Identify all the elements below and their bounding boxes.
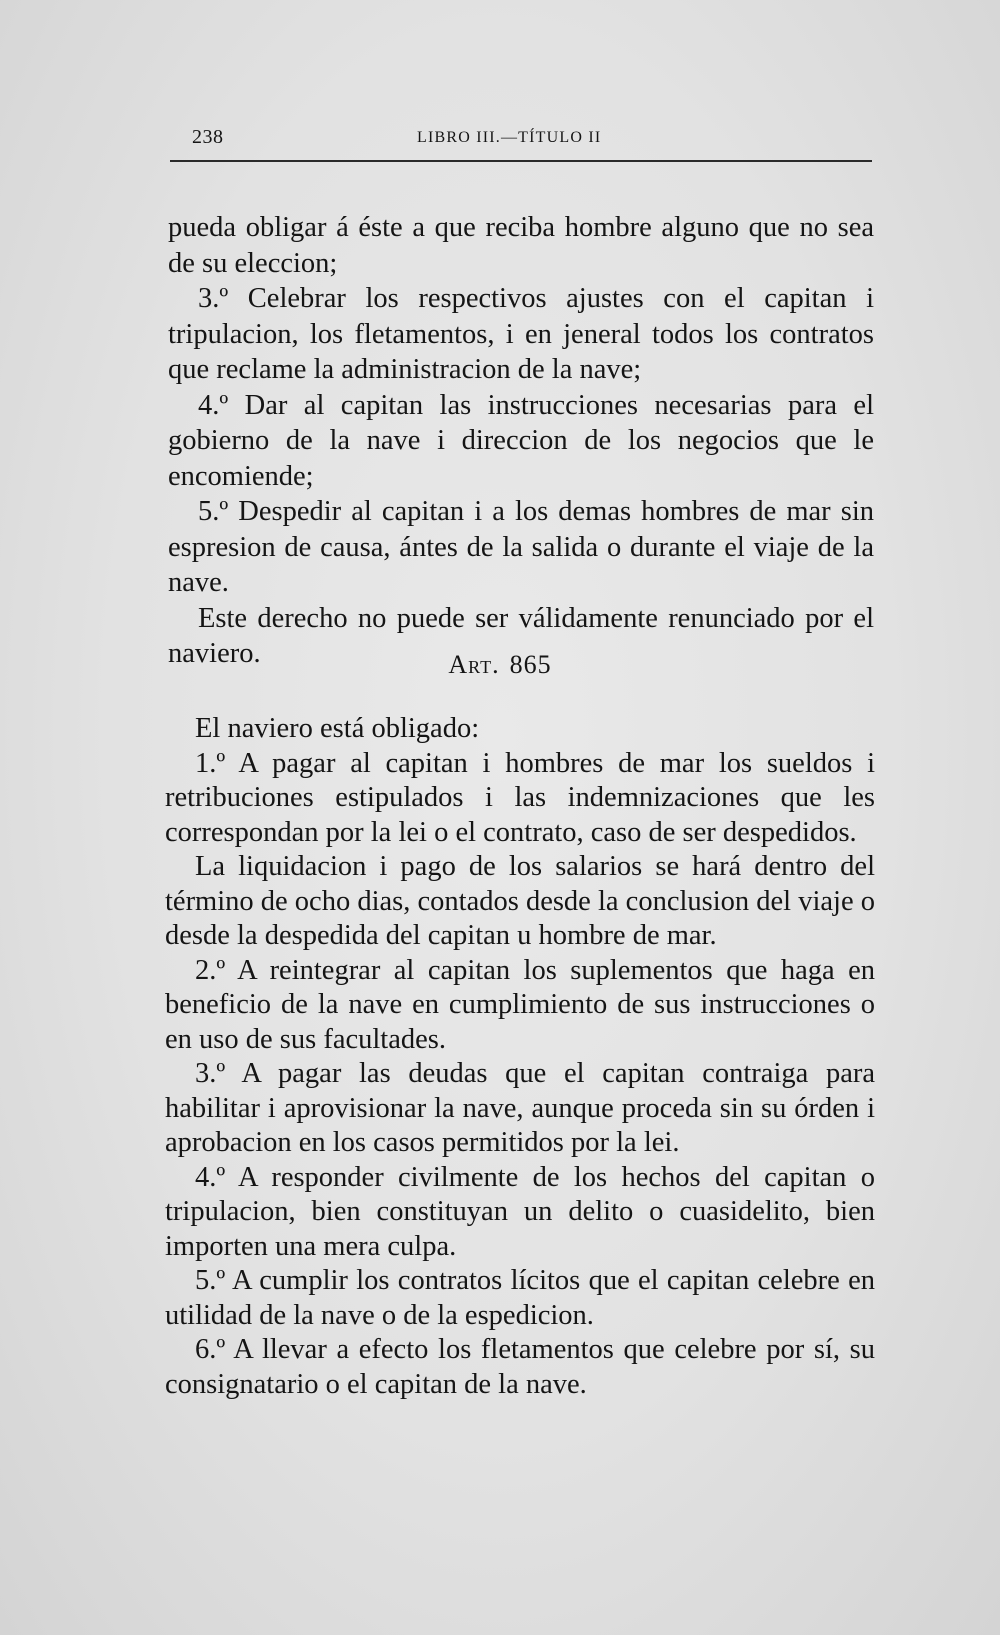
- paragraph: 5.º A cumplir los contratos lícitos que el capitan celebre en utilidad de la nave o de la espedicion.: [165, 1265, 875, 1331]
- paragraph: pueda obligar á éste a que reciba hombre alguno que no sea de su eleccion;: [168, 212, 874, 279]
- paragraph: 2.º A reintegrar al capitan los suplementos que haga en beneficio de la nave en cumplimiento de sus instrucciones o en uso de sus facultades.: [165, 954, 875, 1055]
- paragraph: 5.º Despedir al capitan i a los demas hombres de mar sin espresion de causa, ántes de la salida o durante el viaje de la nave.: [168, 496, 874, 598]
- article-label: Art.: [448, 650, 500, 679]
- article-865-body: [165, 712, 875, 1402]
- paragraph: La liquidacion i pago de los salarios se hará dentro del término de ocho dias, contados desde la conclusion del viaje o desde la despedida del capitan u hombre de mar.: [165, 851, 875, 951]
- running-title: LIBRO III.—TÍTULO II: [417, 129, 602, 146]
- page-number: 238: [192, 126, 224, 148]
- header-rule: [170, 160, 872, 162]
- paragraph: 4.º A responder civilmente de los hechos del capitan o tripulacion, bien constituyan un delito o cuasidelito, bien importen una mera culpa.: [165, 1161, 875, 1262]
- paragraph: El naviero está obligado:: [195, 713, 480, 744]
- paragraph: 3.º A pagar las deudas que el capitan contraiga para habilitar i aprovisionar la nave, aunque proceda sin su órden i aprobacion en los casos permitidos por la lei.: [165, 1058, 875, 1158]
- paragraph: Este derecho no puede ser válidamente renunciado por el naviero.: [168, 602, 874, 669]
- paragraph: 3.º Celebrar los respectivos ajustes con el capitan i tripulacion, los fletamentos, i en jeneral todos los contratos que reclame la administracion de la nave;: [168, 283, 874, 385]
- paragraph: 4.º Dar al capitan las instrucciones necesarias para el gobierno de la nave i direccion de los negocios que le encomiende;: [168, 389, 874, 492]
- article-864-continuation: [168, 210, 874, 672]
- page-header: [192, 126, 872, 156]
- paragraph: 1.º A pagar al capitan i hombres de mar los sueldos i retribuciones estipulados i las indemnizaciones que les correspondan por la lei o el contrato, caso de ser despedidos.: [165, 747, 875, 848]
- article-number: 865: [509, 650, 552, 679]
- article-heading: [0, 650, 1000, 680]
- paragraph: 6.º A llevar a efecto los fletamentos que celebre por sí, su consignatario o el capitan de la nave.: [165, 1334, 875, 1400]
